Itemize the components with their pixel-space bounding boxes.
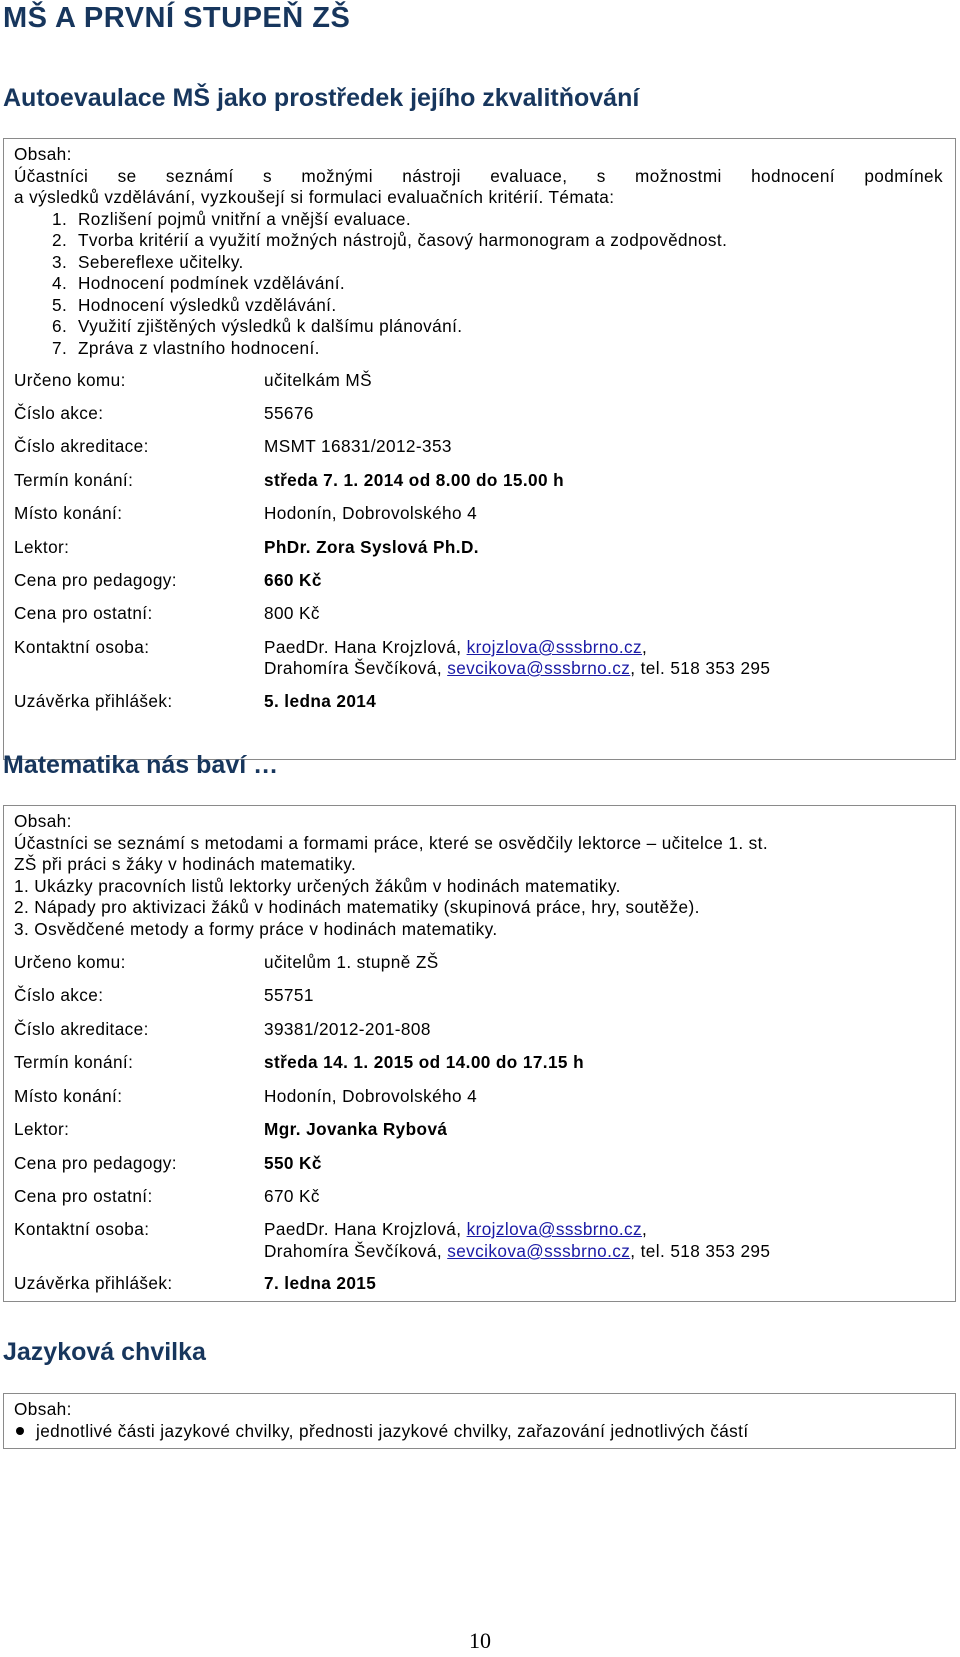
list-item: 3. Osvědčené metody a formy práce v hodinách matematiky. [14, 918, 498, 939]
bullet-item: jednotlivé části jazykové chvilky, přednosti jazykové chvilky, zařazování jednotlivých částí [14, 1421, 943, 1443]
course-box [3, 1393, 956, 1449]
kontakt-line-2: Drahomíra Ševčíková, sevcikova@sssbrno.cz, tel. 518 353 295 [264, 658, 771, 678]
list-item: 2. Tvorba kritérií a využití možných nástrojů, časový harmonogram a zodpovědnost. [52, 230, 728, 250]
course-box: Obsah: Účastníci se seznámí s možnými nástroji evaluace, s možnostmi hodnocení podmínek a výsledků vzdělávání, vyzkoušejí si formulaci evaluačních kritérií. Témata: 1. Rozlišení pojmů vnitřní a vnější evaluace. 2. Tvorba kritérií a využití možných nástrojů, časový harmonogram a zodpovědnost. 3. Sebereflexe učitelky. 4. Hodnocení podmínek vzdělávání. 5. Hodnocení výsledků vzdělávání. 6. Využití zjištěných výsledků k dalšímu plánování. 7. Zpráva z vlastního hodnocení. Určeno komu: učitelkám MŠ Číslo akce: 55676 Číslo akreditace: MSMT 16831/2012-353 Termín konání: středa 7. 1. 2014 od 8.00 do 15.00 h Místo konání: Hodonín, Dobrovolského 4 Lektor: PhDr. Zora Syslová Ph.D. Cena pro pedagogy: 660 Kč Cena pro ostatní: 800 Kč Kontaktní osoba: PaedDr. Hana Krojzlová, krojzlova@sssbrno.cz, Drahomíra Ševčíková, sevcikova@sssbrno.cz, tel. 518 353 295 Uzávěrka přihlášek: 5. ledna 2014 [3, 138, 956, 760]
obsah-label: Obsah: [14, 811, 72, 831]
list-item: 6. Využití zjištěných výsledků k dalšímu plánování. [52, 316, 463, 336]
course-title: Jazyková chvilka [3, 1338, 206, 1366]
page-title: MŠ A PRVNÍ STUPEŇ ZŠ [3, 2, 351, 34]
kontakt-line-2: Drahomíra Ševčíková, sevcikova@sssbrno.cz, tel. 518 353 295 [264, 1241, 771, 1261]
course-intro: Účastníci se seznámí s možnými nástroji evaluace, s možnostmi hodnocení podmínek [14, 165, 943, 186]
course-content [14, 144, 943, 359]
course-content [14, 811, 943, 940]
list-item: 5. Hodnocení výsledků vzdělávání. [52, 294, 337, 315]
bullet-icon [16, 1427, 24, 1435]
course-intro-cont: a výsledků vzdělávání, vyzkoušejí si formulaci evaluačních kritérií. Témata: [14, 187, 615, 207]
list-item: 3. Sebereflexe učitelky. [52, 251, 244, 272]
course-intro: Účastníci se seznámí s metodami a formami práce, které se osvědčily lektorce – učitelce 1. st. [14, 832, 769, 853]
list-item: 7. Zpráva z vlastního hodnocení. [52, 337, 320, 358]
list-item: 1. Ukázky pracovních listů lektorky určených žákům v hodinách matematiky. [14, 875, 621, 896]
list-item: 4. Hodnocení podmínek vzdělávání. [52, 273, 346, 293]
kontakt-line-1: PaedDr. Hana Krojzlová, krojzlova@sssbrno.cz, [264, 637, 648, 657]
topic-list [14, 876, 943, 941]
email-link[interactable]: sevcikova@sssbrno.cz [447, 658, 631, 678]
obsah-label: Obsah: [14, 144, 72, 164]
course-title: Autoevaulace MŠ jako prostředek jejího zkvalitňování [3, 84, 640, 112]
obsah-label: Obsah: [14, 1399, 72, 1419]
course-title: Matematika nás baví … [3, 751, 279, 779]
email-link[interactable]: krojzlova@sssbrno.cz [466, 1219, 643, 1239]
list-item: 1. Rozlišení pojmů vnitřní a vnější evaluace. [52, 208, 412, 229]
course-box: Obsah: Účastníci se seznámí s metodami a formami práce, které se osvědčily lektorce – učitelce 1. st. ZŠ při práci s žáky v hodinách matematiky. 1. Ukázky pracovních listů lektorky určených žákům v hodinách matematiky. 2. Nápady pro aktivizaci žáků v hodinách matematiky (skupinová práce, hry, soutěže). 3. Osvědčené metody a formy práce v hodinách matematiky. Určeno komu: učitelům 1. stupně ZŠ Číslo akce: 55751 Číslo akreditace: 39381/2012-201-808 Termín konání: středa 14. 1. 2015 od 14.00 do 17.15 h Místo konání: Hodonín, Dobrovolského 4 Lektor: Mgr. Jovanka Rybová Cena pro pedagogy: 550 Kč Cena pro ostatní: 670 Kč Kontaktní osoba: PaedDr. Hana Krojzlová, krojzlova@sssbrno.cz, Drahomíra Ševčíková, sevcikova@sssbrno.cz, tel. 518 353 295 Uzávěrka přihlášek: 7. ledna 2015 [3, 805, 956, 1302]
course-content [14, 1399, 943, 1442]
kontakt-line-1: PaedDr. Hana Krojzlová, krojzlova@sssbrno.cz, [264, 1219, 648, 1239]
page-number: 10 [469, 1628, 491, 1653]
course-intro-cont: ZŠ při práci s žáky v hodinách matematiky. [14, 854, 357, 874]
email-link[interactable]: sevcikova@sssbrno.cz [447, 1241, 631, 1261]
list-item: 2. Nápady pro aktivizaci žáků v hodinách matematiky (skupinová práce, hry, soutěže). [14, 897, 700, 917]
email-link[interactable]: krojzlova@sssbrno.cz [466, 637, 643, 657]
topic-list [14, 209, 943, 360]
